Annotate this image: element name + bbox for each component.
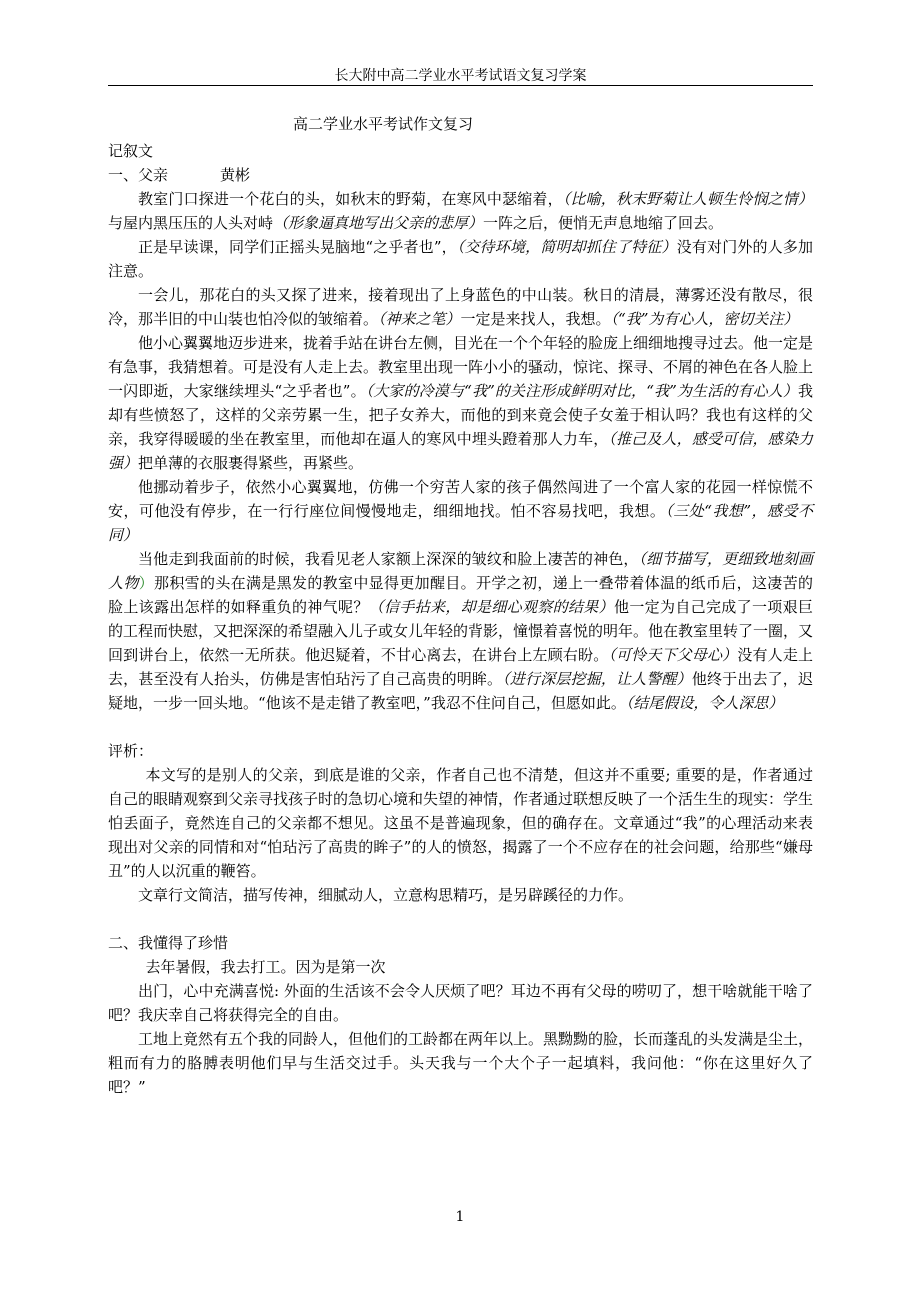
header-rule (108, 85, 813, 86)
essay1-paragraph-5 (108, 475, 813, 547)
annotation: （细节描写，更细致地刻画人物 (108, 550, 813, 592)
text-run: 他挪动着步子，依然小心翼翼地，仿佛一个穷苦人家的孩子偶然闯进了一个富人家的花园一样惊慌不安，可他没有停步，在一行行座位间慢慢地走，细细地找。怕不容易找吧，我想。 (108, 478, 813, 520)
annotation: （交待环境，简明却抓住了特征） (456, 238, 677, 256)
text-run: 一定是来找人，我想。 (460, 310, 611, 328)
text-run: 我却有些愤怒了，这样的父亲劳累一生，把子女养大，而他的到来竟会使子女羞于相认吗？我也有这样的父亲，我穿得暖暖的坐在教室里，而他却在逼人的寒风中埋头蹬着那人力车， (108, 382, 813, 448)
text-run: 他小心翼翼地迈步进来，拢着手站在讲台左侧，目光在一个个年轻的脸庞上细细地搜寻过去。他一定是有急事，我猜想着。可是没有人走上去。教室里出现一阵小小的骚动，惊诧、探寻、不屑的神色在各人脸上一闪即逝，大家继续埋头“之乎者也”。 (108, 334, 814, 400)
essay1-paragraph-2 (108, 235, 813, 283)
review-paragraph-1: 本文写的是别人的父亲，到底是谁的父亲，作者自己也不清楚，但这并不重要; 重要的是，作者通过自己的眼睛观察到父亲寻找孩子时的急切心境和失望的神情，作者通过联想反映了一个活生生的现实：学生怕丢面子，竟然连自己的父亲都不想见。这虽不是普遍现象，但的确存在。文章通过“我”的心理活动来表现出对父亲的同情和对“怕玷污了高贵的眸子”的人的愤怒，揭露了一个不应存在的社会问题，给那些“嫌母丑”的人以沉重的鞭笞。 (108, 766, 814, 880)
review-paragraph-2: 文章行文简洁，描写传神，细腻动人，立意构思精巧，是另辟蹊径的力作。 (138, 886, 634, 904)
annotation: （进行深层挖掘，让人警醒） (502, 670, 692, 688)
annotation: （“我”为有心人，密切关注） (610, 310, 799, 328)
essay1-paragraph-3 (108, 283, 813, 331)
essay2-heading: 二、我懂得了珍惜 (108, 934, 229, 952)
text-run: 他一定为自己完成了一项艰巨的工程而快慰，又把深深的希望融入儿子或女儿年轻的背影，憧憬着喜悦的明年。他在教室里转了一圈，又回到讲台上，依然一无所获。他迟疑着，不甘心离去，在讲台上左顾右盼。 (108, 598, 814, 664)
text-run: 他终于出去了，迟疑地，一步一回头地。“他该不是走错了教室吧，”我忍不住问自己，但愿如此。 (108, 670, 813, 712)
content (108, 112, 813, 1099)
running-header: 长大附中高二学业水平考试语文复习学案 (334, 68, 587, 84)
spacer (108, 715, 813, 739)
review-label: 评析： (108, 742, 154, 760)
text-run: 一会儿，那花白的头又探了进来，接着现出了上身蓝色的中山装。秋日的清晨，薄雾还没有散尽，很冷，那半旧的中山装也怕冷似的皱缩着。 (108, 286, 813, 328)
genre-label: 记叙文 (108, 142, 154, 160)
essay1-paragraph-4 (108, 331, 813, 475)
essay1-paragraph-1 (108, 187, 813, 235)
essay2-paragraph-3: 工地上竟然有五个我的同龄人，但他们的工龄都在两年以上。黑黝黝的脸，长而蓬乱的头发满是尘土，粗而有力的胳膊表明他们早与生活交过手。头天我与一个大个子一起填料，我问他：“你在这里好久了吧？” (108, 1030, 814, 1096)
annotation: （结尾假设，令人深思） (625, 694, 784, 712)
text-run: 与屋内黑压压的人头对峙 (108, 214, 274, 232)
annotation: （信手拈来，却是细心观察的结果） (368, 598, 614, 616)
text-run: 正是早读课，同学们正摇头晃脑地“之乎者也”， (138, 238, 457, 256)
essay2-paragraph-1: 去年暑假，我去打工。因为是第一次 (145, 958, 386, 976)
page-number: 1 (455, 1209, 465, 1225)
document-title: 高二学业水平考试作文复习 (293, 115, 474, 133)
essay2-paragraph-2: 出门，心中充满喜悦: 外面的生活该不会令人厌烦了吧？耳边不再有父母的唠叨了，想干啥就能干啥了吧？我庆幸自己将获得完全的自由。 (108, 982, 813, 1024)
annotation: （神来之笔） (378, 310, 461, 328)
annotation: （比喻，秋末野菊让人顿生怜悯之情） (562, 190, 813, 208)
annotation: （推己及人，感受可信，感染力强） (108, 430, 813, 472)
annotation: （三处“我想”，感受不同） (108, 502, 813, 544)
text-run: 那积雪的头在满是黑发的教室中显得更加醒目。开学之初，递上一叠带着体温的纸币后，这凄苦的脸上该露出怎样的如释重负的神气呢？ (108, 574, 813, 616)
text-run: 一阵之后，便悄无声息地缩了回去。 (483, 214, 724, 232)
essay1-heading-line (108, 163, 813, 187)
annotation: （可怜天下父母心） (608, 646, 738, 664)
text-run: 当他走到我面前的时候，我看见老人家额上深深的皱纹和脸上凄苦的神色， (138, 550, 639, 568)
text-run: 把单薄的衣服裹得紧些，再紧些。 (138, 454, 364, 472)
essay1-heading: 一、父亲 (108, 166, 169, 184)
essay1-author: 黄彬 (220, 166, 251, 184)
annotation: （大家的冷漠与“我”的关注形成鲜明对比，“我”为生活的有心人） (365, 382, 798, 400)
essay1-paragraph-6 (108, 547, 813, 715)
annotation: （形象逼真地写出父亲的悲厚） (273, 214, 484, 232)
text-run: 没有对门外的人多加注意。 (108, 238, 813, 280)
text-run: 教室门口探进一个花白的头，如秋末的野菊，在寒风中瑟缩着， (138, 190, 563, 208)
spacer (108, 907, 813, 931)
text-run: 没有人走上去，甚至没有人抬头，仿佛是害怕玷污了自己高贵的明眸。 (108, 646, 813, 688)
annotation-close: ） (138, 574, 155, 592)
